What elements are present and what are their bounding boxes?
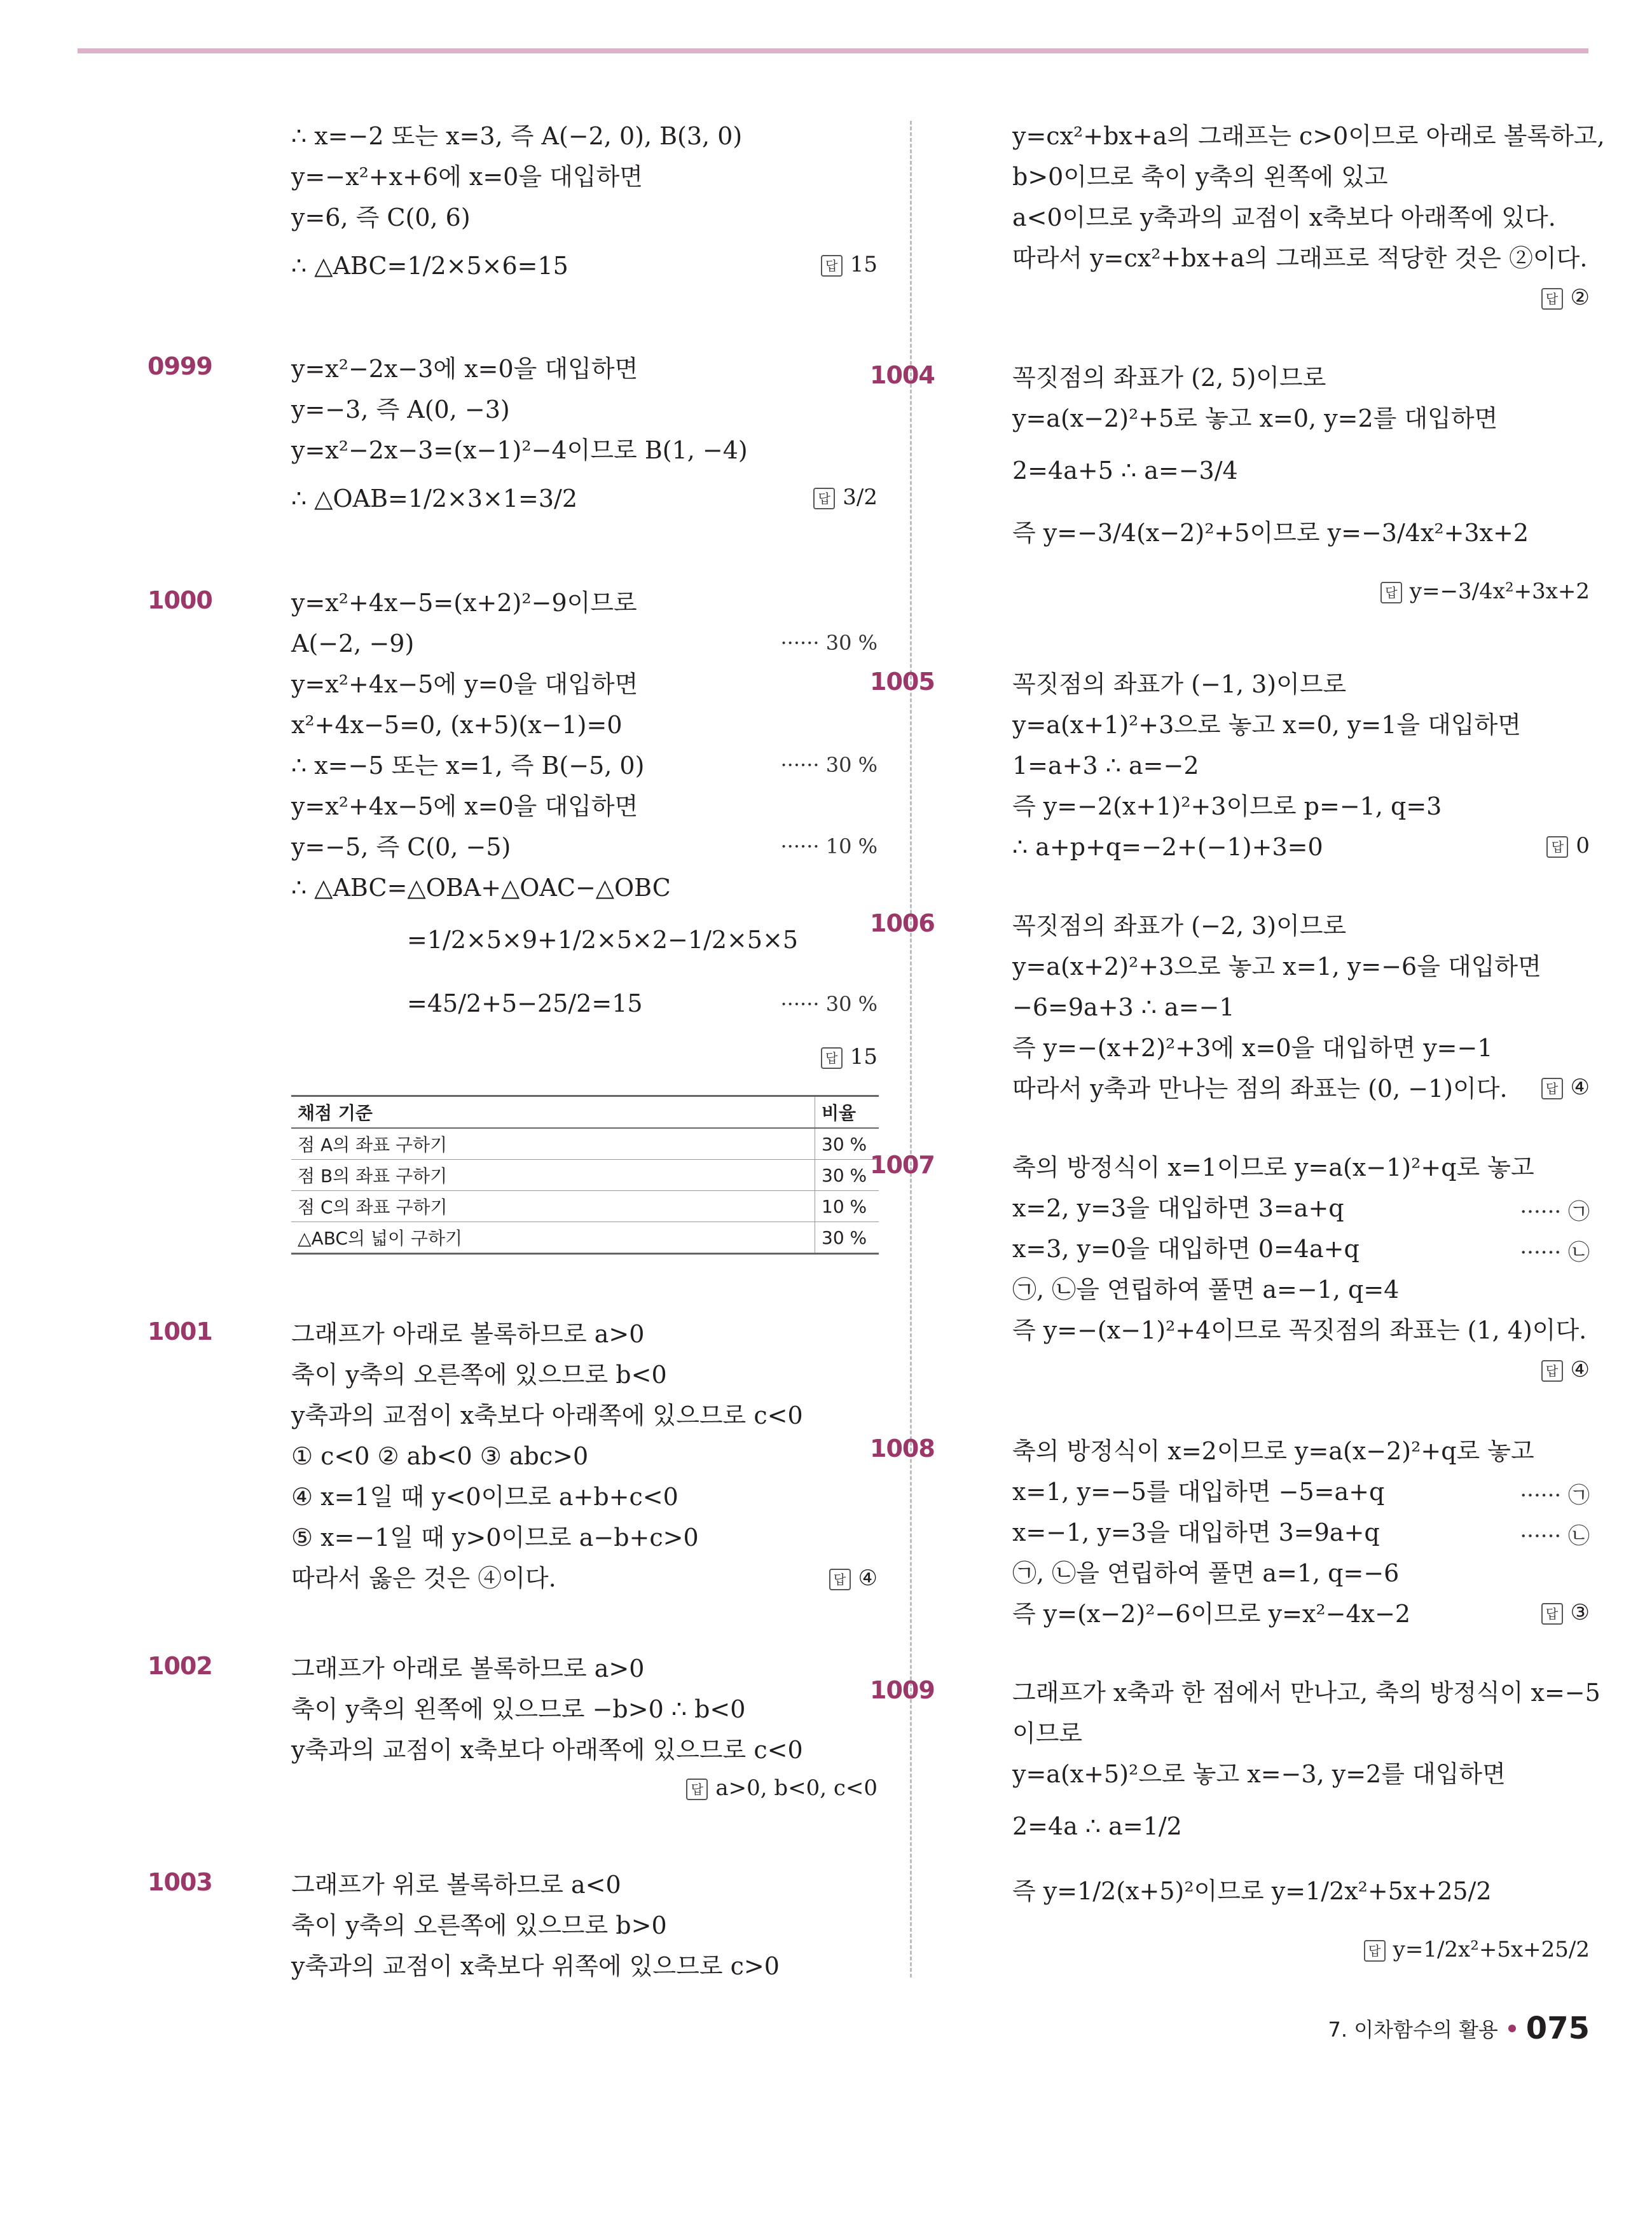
answer-tag: 답 — [1541, 288, 1563, 310]
solution-line: ⑤ x=−1일 때 y>0이므로 a−b+c>0 — [291, 1524, 699, 1552]
solution-line: ㉠, ㉡을 연립하여 풀면 a=−1, q=4 — [1012, 1276, 1400, 1304]
solution-line: 따라서 y=cx²+bx+a의 그래프로 적당한 것은 ②이다. — [1012, 244, 1588, 272]
solution-line: 그래프가 위로 볼록하므로 a<0 — [291, 1871, 621, 1899]
answer-value: y=1/2x²+5x+25/2 — [1393, 1937, 1590, 1962]
table-header: 비율 — [815, 1096, 879, 1129]
table-cell: 점 A의 좌표 구하기 — [291, 1128, 815, 1160]
answer — [1546, 833, 1590, 858]
solution-line: y=6, 즉 C(0, 6) — [291, 203, 471, 231]
solution-line: y축과의 교점이 x축보다 아래쪽에 있으므로 c<0 — [291, 1736, 803, 1764]
table-row — [291, 1128, 879, 1160]
solution-line: 축이 y축의 오른쪽에 있으므로 b<0 — [291, 1361, 667, 1389]
problem-number: 1005 — [870, 668, 935, 696]
problem-number: 1008 — [870, 1435, 935, 1463]
problem-number: 0999 — [148, 352, 212, 380]
solution-line: y=x²+4x−5에 x=0을 대입하면 — [291, 792, 638, 820]
answer — [1541, 1075, 1590, 1100]
table-header-row — [291, 1096, 879, 1129]
problem-number: 1006 — [870, 909, 935, 937]
solution-line: 꼭짓점의 좌표가 (2, 5)이므로 — [1012, 364, 1326, 392]
equation-marker: ······ ㉠ — [1520, 1199, 1590, 1225]
answer — [1541, 1357, 1590, 1382]
answer-value: ③ — [1570, 1600, 1590, 1625]
table-row — [291, 1191, 879, 1222]
answer — [829, 1566, 878, 1591]
solution-line: x=−1, y=3을 대입하면 3=9a+q — [1012, 1518, 1380, 1546]
solution-line: 이므로 — [1012, 1719, 1083, 1747]
solution-line: ∴ △OAB=1/2×3×1=3/2 — [291, 485, 578, 513]
scoring-table — [291, 1095, 879, 1255]
chapter-title: 7. 이차함수의 활용 — [1328, 2018, 1498, 2042]
problem-number: 1007 — [870, 1151, 935, 1179]
solution-line: ① c<0 ② ab<0 ③ abc>0 — [291, 1442, 589, 1470]
solution-line: y=cx²+bx+a의 그래프는 c>0이므로 아래로 볼록하고, — [1012, 122, 1605, 150]
problem-number: 1004 — [870, 361, 935, 389]
solution-line: 즉 y=−(x+2)²+3에 x=0을 대입하면 y=−1 — [1012, 1034, 1493, 1062]
equation-marker: ······ ㉡ — [1520, 1524, 1590, 1549]
answer — [1364, 1937, 1590, 1962]
table-cell: △ABC의 넓이 구하기 — [291, 1222, 815, 1254]
answer-value: ④ — [858, 1566, 878, 1591]
problem-number: 1001 — [148, 1318, 212, 1346]
score-percent: ······ 10 % — [780, 834, 878, 858]
answer-tag: 답 — [686, 1779, 708, 1800]
solution-line: 즉 y=(x−2)²−6이므로 y=x²−4x−2 — [1012, 1600, 1411, 1628]
answer-value: ④ — [1570, 1357, 1590, 1382]
problem-number: 1009 — [870, 1676, 935, 1704]
solution-line: x²+4x−5=0, (x+5)(x−1)=0 — [291, 711, 623, 739]
solution-line: 그래프가 아래로 볼록하므로 a>0 — [291, 1320, 645, 1348]
answer — [686, 1775, 878, 1801]
table-cell: 점 C의 좌표 구하기 — [291, 1191, 815, 1222]
solution-line: 즉 y=−3/4(x−2)²+5이므로 y=−3/4x²+3x+2 — [1012, 519, 1529, 547]
solution-line: x=1, y=−5를 대입하면 −5=a+q — [1012, 1478, 1385, 1506]
score-percent: ······ 30 % — [780, 992, 878, 1016]
answer-value: y=−3/4x²+3x+2 — [1409, 579, 1590, 604]
table-cell: 점 B의 좌표 구하기 — [291, 1160, 815, 1191]
solution-line: 따라서 y축과 만나는 점의 좌표는 (0, −1)이다. — [1012, 1075, 1508, 1103]
solution-line: x=2, y=3을 대입하면 3=a+q — [1012, 1194, 1344, 1222]
problem-number: 1000 — [148, 586, 212, 614]
solution-line: y=−x²+x+6에 x=0을 대입하면 — [291, 163, 643, 191]
solution-line: y=x²−2x−3=(x−1)²−4이므로 B(1, −4) — [291, 436, 748, 464]
answer-tag: 답 — [829, 1569, 851, 1590]
solution-line: y=x²−2x−3에 x=0을 대입하면 — [291, 355, 638, 383]
score-percent: ······ 30 % — [780, 631, 878, 655]
answer-tag: 답 — [1364, 1940, 1386, 1962]
solution-line: y=a(x+5)²으로 놓고 x=−3, y=2를 대입하면 — [1012, 1760, 1506, 1788]
solution-line: ∴ △ABC=△OBA+△OAC−△OBC — [291, 874, 671, 902]
table-cell: 10 % — [815, 1191, 879, 1222]
solution-line: 즉 y=−(x−1)²+4이므로 꼭짓점의 좌표는 (1, 4)이다. — [1012, 1316, 1587, 1344]
answer-tag: 답 — [821, 255, 843, 277]
solution-line: 축이 y축의 오른쪽에 있으므로 b>0 — [291, 1911, 667, 1939]
problem-number: 1002 — [148, 1652, 212, 1680]
solution-line: y=−3, 즉 A(0, −3) — [291, 396, 510, 423]
solution-line: 2=4a+5 ∴ a=−3/4 — [1012, 457, 1238, 485]
answer-tag: 답 — [1541, 1603, 1563, 1625]
answer — [1541, 285, 1590, 310]
page-number: 075 — [1525, 2011, 1590, 2046]
answer — [1541, 1600, 1590, 1625]
solution-line: y=a(x+1)²+3으로 놓고 x=0, y=1을 대입하면 — [1012, 711, 1522, 739]
solution-line: ∴ △ABC=1/2×5×6=15 — [291, 252, 568, 280]
answer — [821, 252, 878, 277]
table-row — [291, 1160, 879, 1191]
solution-line: ㉠, ㉡을 연립하여 풀면 a=1, q=−6 — [1012, 1559, 1400, 1587]
solution-line: a<0이므로 y축과의 교점이 x축보다 아래쪽에 있다. — [1012, 203, 1556, 231]
answer-tag: 답 — [1546, 836, 1568, 858]
solution-line: y축과의 교점이 x축보다 아래쪽에 있으므로 c<0 — [291, 1401, 803, 1429]
solution-line: y=−5, 즉 C(0, −5) — [291, 833, 511, 861]
solution-line: ∴ x=−2 또는 x=3, 즉 A(−2, 0), B(3, 0) — [291, 122, 743, 150]
page-footer — [1328, 2011, 1590, 2046]
answer-value: ④ — [1570, 1075, 1590, 1100]
solution-line: ④ x=1일 때 y<0이므로 a+b+c<0 — [291, 1483, 678, 1511]
answer-value: 0 — [1576, 833, 1590, 858]
solution-line: 2=4a ∴ a=1/2 — [1012, 1812, 1182, 1840]
solution-line: 축이 y축의 왼쪽에 있으므로 −b>0 ∴ b<0 — [291, 1695, 746, 1723]
solution-line: ∴ x=−5 또는 x=1, 즉 B(−5, 0) — [291, 752, 645, 780]
solution-line: 그래프가 아래로 볼록하므로 a>0 — [291, 1655, 645, 1683]
answer-tag: 답 — [1541, 1360, 1563, 1382]
solution-line: 따라서 옳은 것은 ④이다. — [291, 1564, 556, 1592]
answer — [821, 1044, 878, 1070]
table-cell: 30 % — [815, 1128, 879, 1160]
solution-line: 축의 방정식이 x=2이므로 y=a(x−2)²+q로 놓고 — [1012, 1437, 1534, 1465]
solution-line: y=x²+4x−5에 y=0을 대입하면 — [291, 670, 638, 698]
solution-line: x=3, y=0을 대입하면 0=4a+q — [1012, 1235, 1359, 1263]
equation-marker: ······ ㉠ — [1520, 1483, 1590, 1508]
solution-line: 축의 방정식이 x=1이므로 y=a(x−1)²+q로 놓고 — [1012, 1153, 1534, 1181]
answer-value: a>0, b<0, c<0 — [715, 1775, 878, 1801]
solution-line: 즉 y=−2(x+1)²+3이므로 p=−1, q=3 — [1012, 792, 1442, 820]
answer-value: ② — [1570, 285, 1590, 310]
answer — [813, 485, 878, 510]
solution-line: 꼭짓점의 좌표가 (−1, 3)이므로 — [1012, 670, 1347, 698]
solution-line: =1/2×5×9+1/2×5×2−1/2×5×5 — [407, 926, 799, 954]
bullet-icon — [1508, 2025, 1516, 2032]
solution-line: −6=9a+3 ∴ a=−1 — [1012, 993, 1235, 1021]
solution-line: 1=a+3 ∴ a=−2 — [1012, 752, 1199, 780]
solution-line: A(−2, −9) — [291, 630, 415, 657]
solution-line: b>0이므로 축이 y축의 왼쪽에 있고 — [1012, 163, 1388, 191]
table-header: 채점 기준 — [291, 1096, 815, 1129]
solution-line: =45/2+5−25/2=15 — [407, 989, 643, 1017]
solution-line: 꼭짓점의 좌표가 (−2, 3)이므로 — [1012, 912, 1347, 940]
solution-line: y=a(x+2)²+3으로 놓고 x=1, y=−6을 대입하면 — [1012, 953, 1541, 981]
solution-line: y=x²+4x−5=(x+2)²−9이므로 — [291, 589, 637, 617]
problem-number: 1003 — [148, 1868, 212, 1896]
solution-line: y=a(x−2)²+5로 놓고 x=0, y=2를 대입하면 — [1012, 404, 1498, 432]
score-percent: ······ 30 % — [780, 753, 878, 777]
answer — [1380, 579, 1590, 604]
answer-value: 15 — [850, 1044, 878, 1070]
answer-tag: 답 — [813, 488, 835, 509]
answer-value: 15 — [850, 252, 878, 277]
answer-tag: 답 — [1380, 582, 1402, 603]
table-cell: 30 % — [815, 1222, 879, 1254]
solution-line: 그래프가 x축과 한 점에서 만나고, 축의 방정식이 x=−5 — [1012, 1679, 1600, 1707]
solution-line: y축과의 교점이 x축보다 위쪽에 있으므로 c>0 — [291, 1952, 780, 1980]
answer-tag: 답 — [1541, 1078, 1563, 1099]
solution-line: ∴ a+p+q=−2+(−1)+3=0 — [1012, 833, 1323, 861]
top-accent-bar — [78, 48, 1588, 53]
equation-marker: ······ ㉡ — [1520, 1240, 1590, 1265]
table-row — [291, 1222, 879, 1254]
answer-tag: 답 — [821, 1047, 843, 1069]
answer-value: 3/2 — [843, 485, 878, 510]
solution-line: 즉 y=1/2(x+5)²이므로 y=1/2x²+5x+25/2 — [1012, 1877, 1492, 1905]
table-cell: 30 % — [815, 1160, 879, 1191]
